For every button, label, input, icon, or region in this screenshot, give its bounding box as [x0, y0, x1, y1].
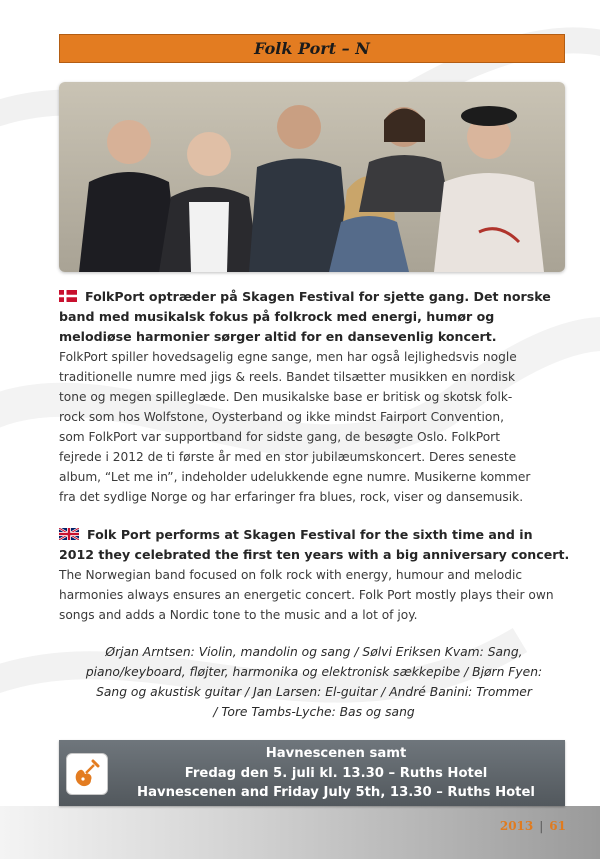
- english-section: [59, 525, 569, 625]
- credits-line: / Tore Tambs-Lyche: Bas og sang: [213, 705, 415, 719]
- danish-lead: [59, 287, 569, 347]
- danish-lead-line: [59, 287, 569, 307]
- venue-line: Havnescenen samt: [265, 746, 407, 761]
- band-photo: [59, 82, 565, 272]
- danish-body: [59, 347, 569, 507]
- uk-flag-icon: [59, 528, 79, 540]
- english-lead: [59, 525, 569, 565]
- venue-line: Fredag den 5. juli kl. 13.30 – Ruths Hotel: [184, 765, 488, 781]
- danish-body-line: rock som hos Wolfstone, Oysterband og ikke mindst Fairport Convention,: [59, 410, 504, 424]
- footer-separator: |: [539, 819, 544, 833]
- english-lead-text: Folk Port performs at Skagen Festival for the sixth time and in: [87, 527, 533, 542]
- danish-body-line: traditionelle numre med jigs & reels. Bandet tilsætter musikken en nordisk: [59, 370, 516, 384]
- danish-body-line: fra det sydlige Norge og har erfaringer fra blues, rock, viser og dansemusik.: [59, 490, 524, 504]
- title-bar: [59, 34, 565, 63]
- danish-body-line: fejrede i 2012 de ti første år med en stor jubilæumskoncert. Deres seneste: [59, 450, 517, 464]
- english-body-line: The Norwegian band focused on folk rock with energy, humour and melodic: [59, 568, 523, 582]
- footer-year: 2013: [499, 819, 534, 833]
- denmark-flag-icon: [59, 290, 77, 302]
- band-members-credits: [59, 642, 569, 722]
- danish-body-line: tone og megen spilleglæde. Den musikalske base er britisk og skotsk folk-: [59, 390, 513, 404]
- english-lead-line: [59, 525, 569, 545]
- danish-body-line: album, “Let me in”, indeholder udelukkende egne numre. Musikerne kommer: [59, 470, 531, 484]
- danish-body-line: FolkPort spiller hovedsagelig egne sange, men har også lejlighedsvis nogle: [59, 350, 517, 364]
- english-body-line: songs and adds a Nordic tone to the music and a lot of joy.: [59, 608, 418, 622]
- danish-body-line: som FolkPort var supportband for sidste gang, de besøgte Oslo. FolkPort: [59, 430, 500, 444]
- venue-lines: [114, 744, 558, 803]
- page-number: [500, 819, 566, 833]
- credits-line: piano/keyboard, fløjter, harmonika og elektronisk sækkepibe / Bjørn Fyen:: [85, 665, 543, 679]
- fiddle-logo-icon: [66, 753, 108, 795]
- danish-lead-line: band med musikalsk fokus på folkrock med energi, humør og: [59, 309, 495, 324]
- venue-line: Havnescenen and Friday July 5th, 13.30 – Ruths Hotel: [137, 785, 535, 800]
- credits-line: Ørjan Arntsen: Violin, mandolin og sang / Sølvi Eriksen Kvam: Sang,: [105, 645, 523, 659]
- page-title: Folk Port – N: [254, 39, 370, 58]
- venue-info-box: [59, 740, 565, 806]
- english-body: [59, 565, 569, 625]
- danish-section: [59, 287, 569, 507]
- credits-line: Sang og akustisk guitar / Jan Larsen: El-guitar / André Banini: Trommer: [96, 685, 532, 699]
- danish-lead-text: FolkPort optræder på Skagen Festival for sjette gang. Det norske: [85, 289, 551, 304]
- danish-lead-line: melodiøse harmonier sørger altid for en dansevenlig koncert.: [59, 329, 497, 344]
- english-lead-line: 2012 they celebrated the first ten years with a big anniversary concert.: [59, 547, 570, 562]
- footer-page: 61: [549, 819, 566, 833]
- band-photo-illustration: [59, 82, 565, 272]
- english-body-line: harmonies always ensures an energetic concert. Folk Port mostly plays their own: [59, 588, 554, 602]
